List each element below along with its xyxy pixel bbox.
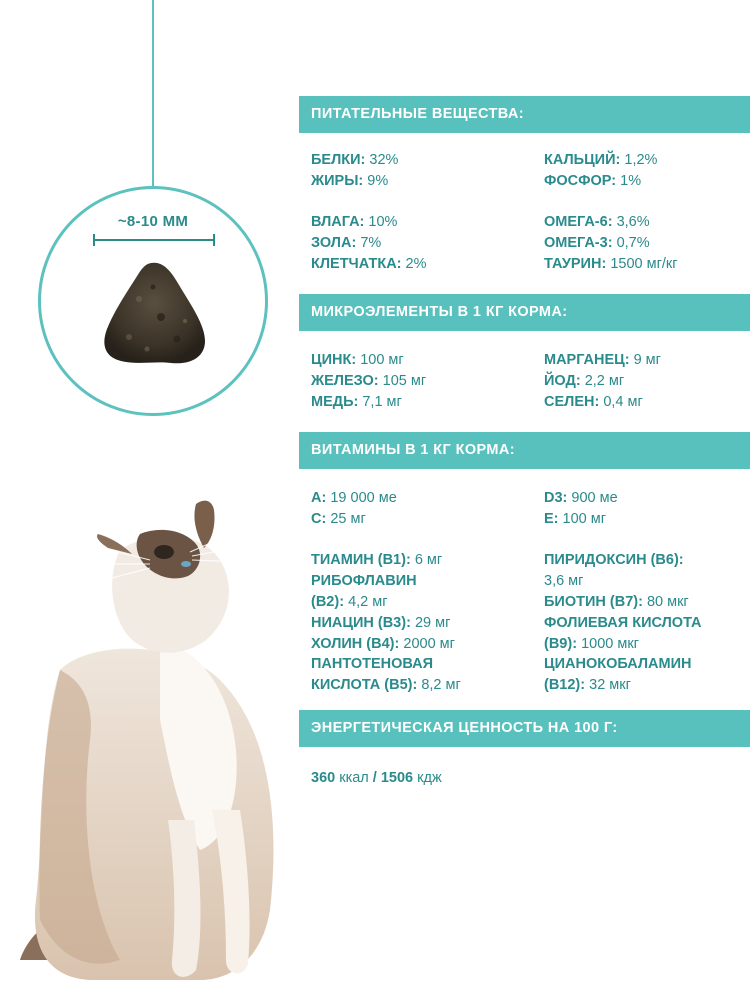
nutrients-right-column — [544, 150, 678, 275]
cat-image — [0, 490, 300, 1000]
vitamin-b7: БИОТИН (В7): 80 мкг — [544, 593, 689, 610]
micro-right-column — [544, 350, 661, 412]
vitamin-e: Е: 100 мг — [544, 510, 607, 527]
vitamin-b2-label: РИБОФЛАВИН — [311, 573, 417, 590]
vitamin-b3: НИАЦИН (В3): 29 мг — [311, 614, 451, 631]
vitamin-d3: D3: 900 ме — [544, 490, 618, 506]
kibble-image — [99, 259, 211, 367]
vitamin-b12-label: ЦИАНОКОБАЛАМИН — [544, 656, 692, 673]
nutrient-phosphorus: ФОСФОР: 1% — [544, 172, 642, 189]
vitamin-b9: (В9): 1000 мкг — [544, 635, 639, 652]
nutrient-omega3: ОМЕГА-3: 0,7% — [544, 235, 650, 252]
vitamin-b5-label: ПАНТОТЕНОВАЯ — [311, 656, 434, 673]
nutrient-ash: ЗОЛА: 7% — [311, 235, 382, 252]
micro-iron: ЖЕЛЕЗО: 105 мг — [311, 372, 427, 389]
nutrient-protein: БЕЛКИ: 32% — [311, 152, 399, 168]
vitamin-b12: (В12): 32 мкг — [544, 677, 631, 694]
vitamin-b2: (В2): 4,2 мг — [311, 593, 388, 610]
micro-iodine: ЙОД: 2,2 мг — [544, 372, 625, 389]
vitamins-header: ВИТАМИНЫ В 1 КГ КОРМА: — [299, 432, 750, 469]
vitamin-a: А: 19 000 ме — [311, 490, 397, 506]
vitamin-b5: КИСЛОТА (В5): 8,2 мг — [311, 677, 461, 694]
nutrients-left-column — [311, 150, 427, 275]
pin-line — [152, 0, 154, 186]
vitamins-left-column — [311, 488, 461, 696]
nutrient-omega6: ОМЕГА-6: 3,6% — [544, 214, 650, 231]
vitamin-b1: ТИАМИН (В1): 6 мг — [311, 552, 443, 569]
nutrients-header: ПИТАТЕЛЬНЫЕ ВЕЩЕСТВА: — [299, 96, 750, 133]
energy-value: 360 ккал / 1506 кдж — [311, 770, 442, 786]
kibble-size-dimension-line — [93, 239, 215, 241]
vitamin-b4: ХОЛИН (В4): 2000 мг — [311, 635, 455, 652]
micro-left-column — [311, 350, 426, 412]
nutrient-calcium: КАЛЬЦИЙ: 1,2% — [544, 152, 658, 168]
nutrient-taurine: ТАУРИН: 1500 мг/кг — [544, 255, 678, 272]
vitamin-b6-label: ПИРИДОКСИН (В6): — [544, 552, 684, 569]
micro-copper: МЕДЬ: 7,1 мг — [311, 393, 402, 410]
micro-manganese: МАРГАНЕЦ: 9 мг — [544, 352, 661, 368]
nutrient-moisture: ВЛАГА: 10% — [311, 214, 398, 231]
vitamins-right-column — [544, 488, 701, 696]
micro-header: МИКРОЭЛЕМЕНТЫ В 1 КГ КОРМА: — [299, 294, 750, 331]
micro-zinc: ЦИНК: 100 мг — [311, 352, 404, 368]
vitamin-c: С: 25 мг — [311, 510, 366, 527]
nutrient-fiber: КЛЕТЧАТКА: 2% — [311, 255, 427, 272]
micro-selenium: СЕЛЕН: 0,4 мг — [544, 393, 643, 410]
vitamin-b6: 3,6 мг — [544, 573, 584, 590]
kibble-size-label: ~8-10 ММ — [117, 213, 189, 230]
nutrient-fat: ЖИРЫ: 9% — [311, 172, 389, 189]
energy-header: ЭНЕРГЕТИЧЕСКАЯ ЦЕННОСТЬ НА 100 Г: — [299, 710, 750, 747]
kibble-circle — [38, 186, 268, 416]
vitamin-b9-label: ФОЛИЕВАЯ КИСЛОТА — [544, 614, 702, 631]
